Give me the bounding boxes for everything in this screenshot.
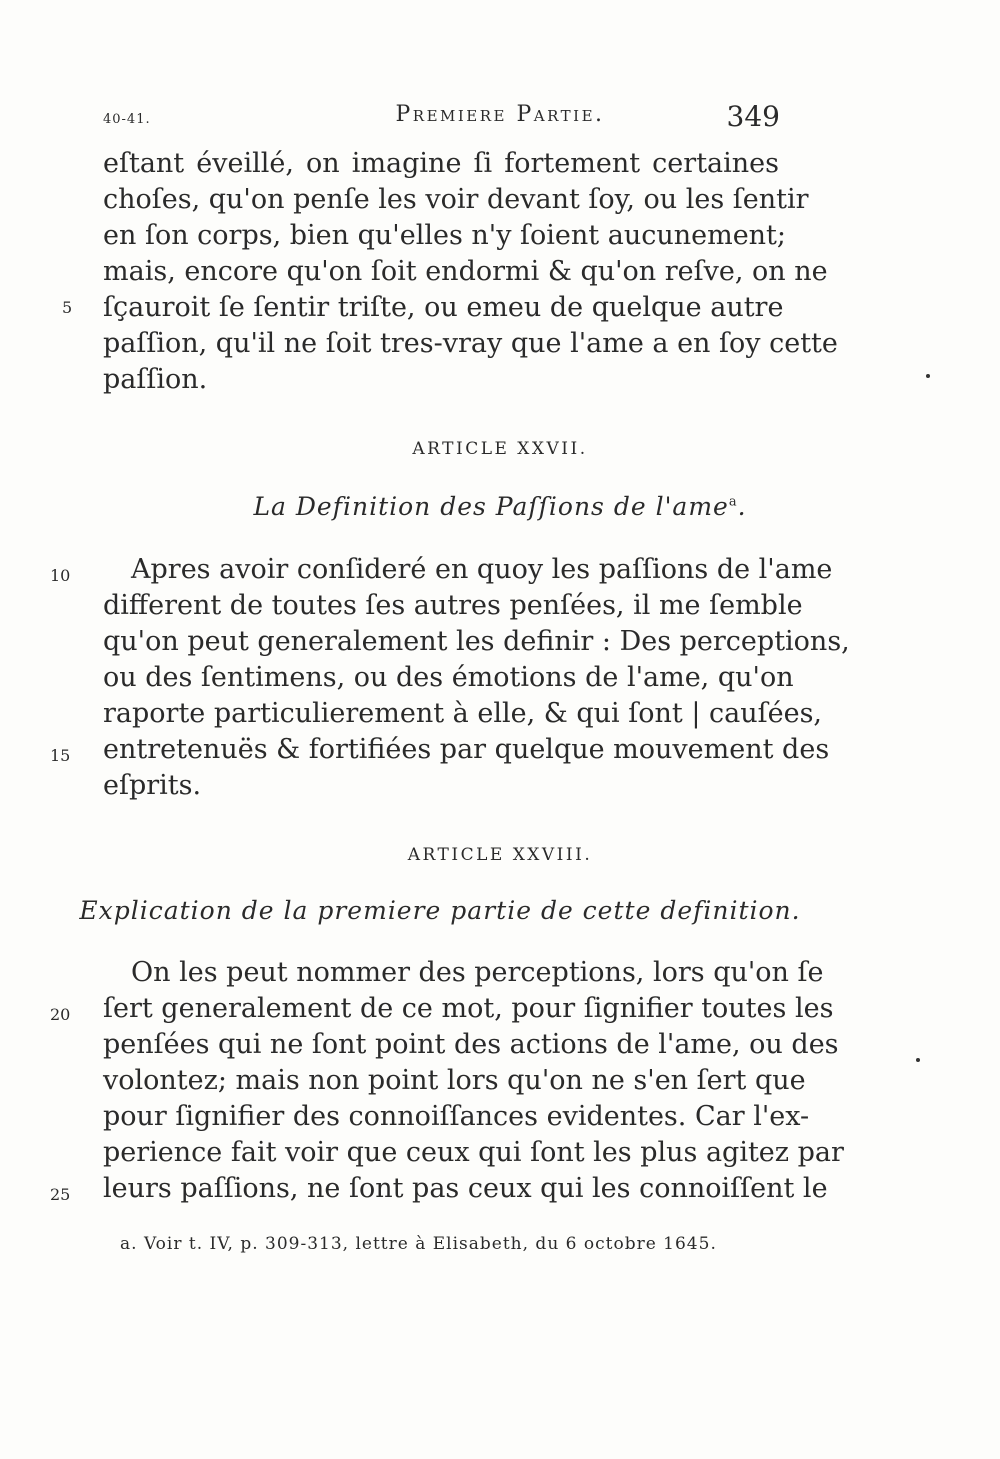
text-line: en ſon corps, bien qu'elles n'y ſoient aucunement; bbox=[103, 220, 787, 251]
text-line: penſées qui ne ſont point des actions de l'ame, ou des bbox=[103, 1029, 839, 1060]
speck-mark bbox=[926, 374, 930, 378]
article-title-text: La Definition des Paſſions de l'ame bbox=[253, 492, 729, 521]
text-line: ou des ſentimens, ou des émotions de l'ame, qu'on bbox=[103, 662, 794, 693]
text-line: paſſion, qu'il ne ſoit tres-vray que l'ame a en ſoy cette bbox=[103, 328, 838, 359]
page-number: 349 bbox=[726, 100, 780, 133]
line-number: 10 bbox=[50, 566, 71, 585]
text-line: eſtant éveillé, on imagine ſi fortement certaines bbox=[103, 148, 779, 179]
article-heading: ARTICLE XXVII. bbox=[412, 439, 588, 459]
line-number: 25 bbox=[50, 1185, 71, 1204]
text-line: ſçauroit ſe ſentir triſte, ou emeu de quelque autre bbox=[103, 292, 784, 323]
text-line: entretenuës & fortifiées par quelque mouvement des bbox=[103, 734, 830, 765]
article-title: Explication de la premiere partie de cette definition. bbox=[79, 896, 801, 925]
section-range: 40-41. bbox=[103, 112, 151, 127]
page-header bbox=[0, 100, 1000, 140]
text-line: On les peut nommer des perceptions, lors qu'on ſe bbox=[131, 957, 824, 988]
text-line: mais, encore qu'on ſoit endormi & qu'on reſve, on ne bbox=[103, 256, 828, 287]
line-number: 5 bbox=[62, 298, 73, 317]
text-line: volontez; mais non point lors qu'on ne s'en ſert que bbox=[103, 1065, 806, 1096]
text-line: ſert generalement de ce mot, pour ſignifier toutes les bbox=[103, 993, 834, 1024]
text-line: pour ſignifier des connoiſſances evidentes. Car l'ex- bbox=[103, 1101, 810, 1132]
footnote-mark: a bbox=[728, 494, 738, 510]
text-line: leurs paſſions, ne ſont pas ceux qui les connoiſſent le bbox=[103, 1173, 828, 1204]
line-number: 20 bbox=[50, 1005, 71, 1024]
line-number: 15 bbox=[50, 746, 71, 765]
text-line: paſſion. bbox=[103, 364, 208, 395]
footnote: a. Voir t. IV, p. 309-313, lettre à Elisabeth, du 6 octobre 1645. bbox=[120, 1234, 717, 1254]
text-line: eſprits. bbox=[103, 770, 202, 801]
text-line: raporte particulierement à elle, & qui ſont | cauſées, bbox=[103, 698, 823, 729]
text-line: Apres avoir conſideré en quoy les paſſions de l'ame bbox=[131, 554, 833, 585]
text-line: different de toutes ſes autres penſées, il me ſemble bbox=[103, 590, 803, 621]
text-line: qu'on peut generalement les definir : Des perceptions, bbox=[103, 626, 850, 657]
article-heading: ARTICLE XXVIII. bbox=[407, 845, 593, 865]
text-line: perience fait voir que ceux qui ſont les plus agitez par bbox=[103, 1137, 844, 1168]
running-title: Premiere Partie. bbox=[395, 102, 605, 127]
text-line: choſes, qu'on penſe les voir devant ſoy, ou les ſentir bbox=[103, 184, 809, 215]
article-title: La Definition des Paſſions de l'ame$^a$. bbox=[253, 492, 747, 521]
speck-mark bbox=[916, 1058, 920, 1062]
